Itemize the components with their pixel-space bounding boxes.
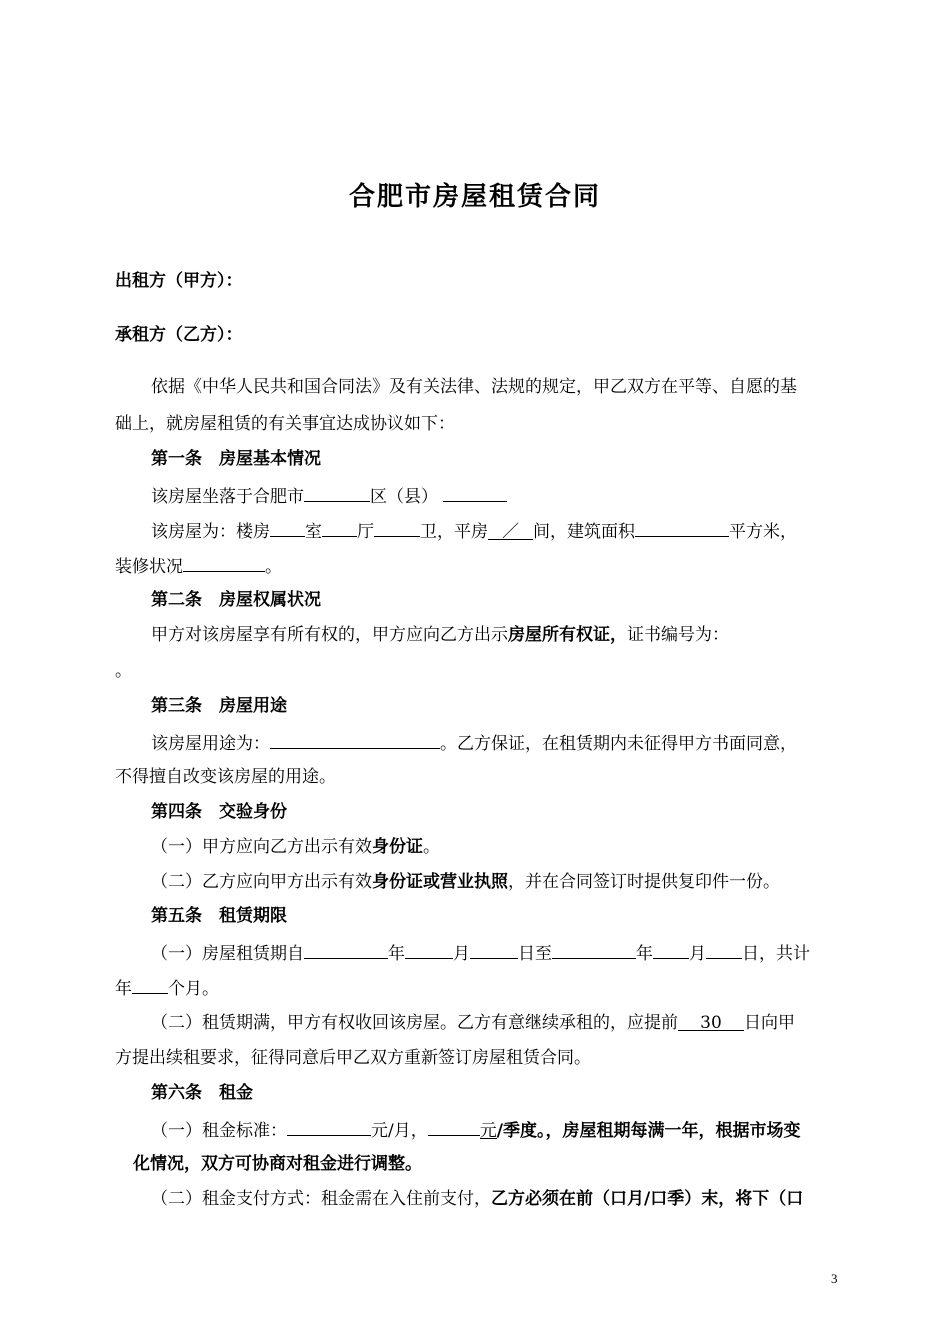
- article-2-text: 甲方对该房屋享有所有权的，甲方应向乙方出示房屋所有权证，证书编号为：: [151, 625, 729, 645]
- article-1-description: 该房屋为：楼房 室 厅 卫，平房 ／ 间，建筑面积 平方米，: [151, 518, 845, 543]
- article-5-item-1: （一）房屋租赁期自 年 月 日至 年 月 日，共计: [151, 940, 845, 965]
- article-3-text: 该房屋用途为： 。乙方保证，在租赁期内未征得甲方书面同意，: [151, 730, 845, 755]
- district-blank: [304, 483, 370, 502]
- article-2-heading: 第二条 房屋权属状况: [151, 590, 321, 610]
- intro-line-2: 础上，就房屋租赁的有关事宜达成协议如下：: [115, 414, 455, 434]
- county-blank: [443, 483, 507, 502]
- article-4-item-2: （二）乙方应向甲方出示有效身份证或营业执照，并在合同签订时提供复印件一份。: [151, 872, 780, 892]
- article-3-heading: 第三条 房屋用途: [151, 696, 287, 716]
- intro-line-1: 依据《中华人民共和国合同法》及有关法律、法规的规定，甲乙双方在平等、自愿的基: [151, 377, 797, 397]
- article-5-item-2: （二）租赁期满，甲方有权收回该房屋。乙方有意继续承租的，应提前 30 日向甲: [151, 1013, 795, 1033]
- article-1-location: 该房屋坐落于合肥市 区（县）: [151, 483, 845, 508]
- article-6-item-1: （一）租金标准： 元/月， 元/季度。，房屋租期每满一年，根据市场变: [151, 1117, 845, 1142]
- article-4-heading: 第四条 交验身份: [151, 802, 287, 822]
- party-b-label: 承租方（乙方）：: [115, 325, 243, 345]
- article-2-end: 。: [115, 661, 132, 681]
- article-1-heading: 第一条 房屋基本情况: [151, 449, 321, 469]
- article-3-text-2: 不得擅自改变该房屋的用途。: [115, 767, 336, 787]
- article-5-item-2-cont: 方提出续租要求，征得同意后甲乙双方重新签订房屋租赁合同。: [115, 1048, 591, 1068]
- article-4-item-1: （一）甲方应向乙方出示有效身份证。: [151, 837, 440, 857]
- article-5-heading: 第五条 租赁期限: [151, 906, 287, 926]
- page-number: 3: [831, 1271, 838, 1286]
- article-1-decoration: 装修状况 。: [115, 553, 845, 578]
- article-6-item-2: （二）租金支付方式：租金需在入住前支付，乙方必须在前（口月/口季）末，将下（口: [151, 1189, 804, 1209]
- document-title: 合肥市房屋租赁合同: [348, 182, 601, 212]
- article-6-heading: 第六条 租金: [151, 1083, 253, 1103]
- article-6-item-1-cont: 化情况，双方可协商对租金进行调整。: [133, 1154, 422, 1174]
- party-a-label: 出租方（甲方）：: [115, 271, 243, 291]
- article-5-item-1-cont: 年 个月。: [115, 975, 845, 1000]
